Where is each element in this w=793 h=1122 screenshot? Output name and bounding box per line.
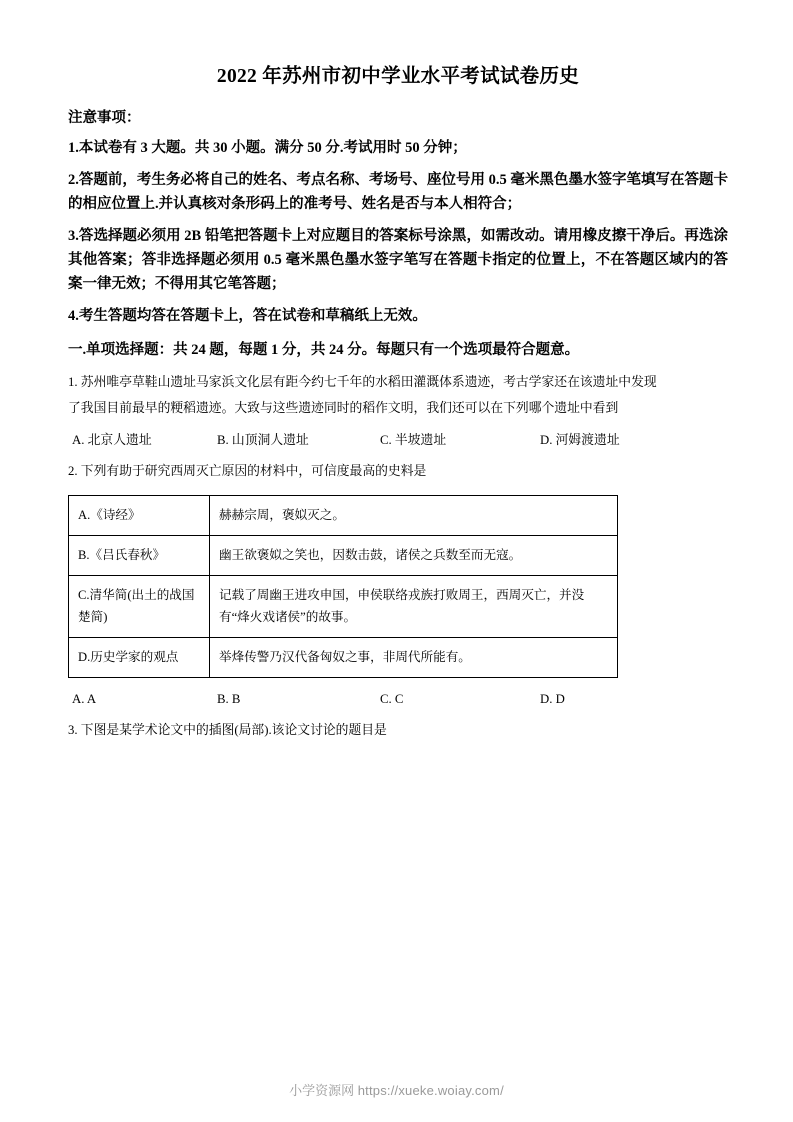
- question-1-option-b[interactable]: B. 山顶洞人遗址: [217, 432, 309, 447]
- question-2-option-d[interactable]: D. D: [540, 691, 565, 706]
- question-2-source-table: [68, 495, 618, 677]
- question-1-options: [68, 429, 728, 448]
- notice-heading: 注意事项：: [68, 110, 141, 126]
- table-cell-text-a: 赫赫宗周，褒姒灭之。: [210, 496, 618, 536]
- table-row: [69, 536, 618, 576]
- notice-item-4: 4.考生答题均答在答题卡上，答在试卷和草稿纸上无效。: [68, 307, 427, 324]
- question-1-option-a[interactable]: A. 北京人遗址: [72, 432, 152, 447]
- table-cell-label-c: C.清华简(出土的战国楚简): [69, 575, 210, 637]
- watermark-prefix: 小学资源网: [289, 1083, 355, 1098]
- notice-item-3: 3.答选择题必须用 2B 铅笔把答题卡上对应题目的答案标号涂黑，如需改动。请用橡皮擦干净后。再选涂其他答案；答非选择题必须用 0.5 毫米黑色墨水签字笔写在答题卡指定的位置上，不在答题区域内的答案一律无效；不得用其它笔答题；: [68, 227, 728, 292]
- watermark-site: https://xueke.woiay.com/: [357, 1083, 504, 1098]
- table-cell-label-b: B.《吕氏春秋》: [69, 536, 210, 576]
- page-title: 2022 年苏州市初中学业水平考试试卷历史: [216, 66, 580, 87]
- question-2-option-b[interactable]: B. B: [217, 691, 241, 706]
- question-2-options: [68, 692, 728, 707]
- table-cell-label-a: A.《诗经》: [69, 496, 210, 536]
- section-heading-multiple-choice: 一.单项选择题：共 24 题，每题 1 分，共 24 分。每题只有一个选项最符合题意。: [68, 342, 580, 359]
- table-cell-text-b: 幽王欲褒姒之笑也，因数击鼓，诸侯之兵数至而无寇。: [210, 536, 618, 576]
- question-2-option-a[interactable]: A. A: [72, 691, 97, 706]
- table-row: [69, 638, 618, 678]
- question-1-stem-line-2: 了我国目前最早的粳稻遗迹。大致与这些遗迹同时的稻作文明，我们还可以在下列哪个遗址中看到: [68, 401, 619, 416]
- question-1-option-d[interactable]: D. 河姆渡遗址: [540, 432, 620, 447]
- watermark: [0, 1080, 793, 1099]
- table-cell-label-d: D.历史学家的观点: [69, 638, 210, 678]
- question-1-stem-line-1: 1. 苏州唯亭草鞋山遗址马家浜文化层有距今约七千年的水稻田灌溉体系遗迹，考古学家还在该遗址中发现: [68, 375, 657, 390]
- question-3-stem: 3. 下图是某学术论文中的插图(局部).该论文讨论的题目是: [68, 722, 387, 737]
- question-1-option-c[interactable]: C. 半坡遗址: [380, 432, 447, 447]
- table-row: [69, 496, 618, 536]
- table-cell-text-c: 记载了周幽王进攻申国，申侯联络戎族打败周王，西周灭亡，并没有“烽火戏诸侯”的故事。: [210, 575, 618, 637]
- question-2-stem: 2. 下列有助于研究西周灭亡原因的材料中，可信度最高的史料是: [68, 463, 427, 478]
- notice-item-1: 1.本试卷有 3 大题。共 30 小题。满分 50 分.考试用时 50 分钟；: [68, 140, 467, 156]
- question-2-option-c[interactable]: C. C: [380, 691, 404, 706]
- table-cell-text-d: 举烽传警乃汉代备匈奴之事，非周代所能有。: [210, 638, 618, 678]
- notice-item-2: 2.答题前，考生务必将自己的姓名、考点名称、考场号、座位号用 0.5 毫米黑色墨水签字笔填写在答题卡的相应位置上.并认真核对条形码上的准考号、姓名是否与本人相符合；: [68, 171, 728, 212]
- table-row: [69, 575, 618, 637]
- document-body: [68, 60, 728, 744]
